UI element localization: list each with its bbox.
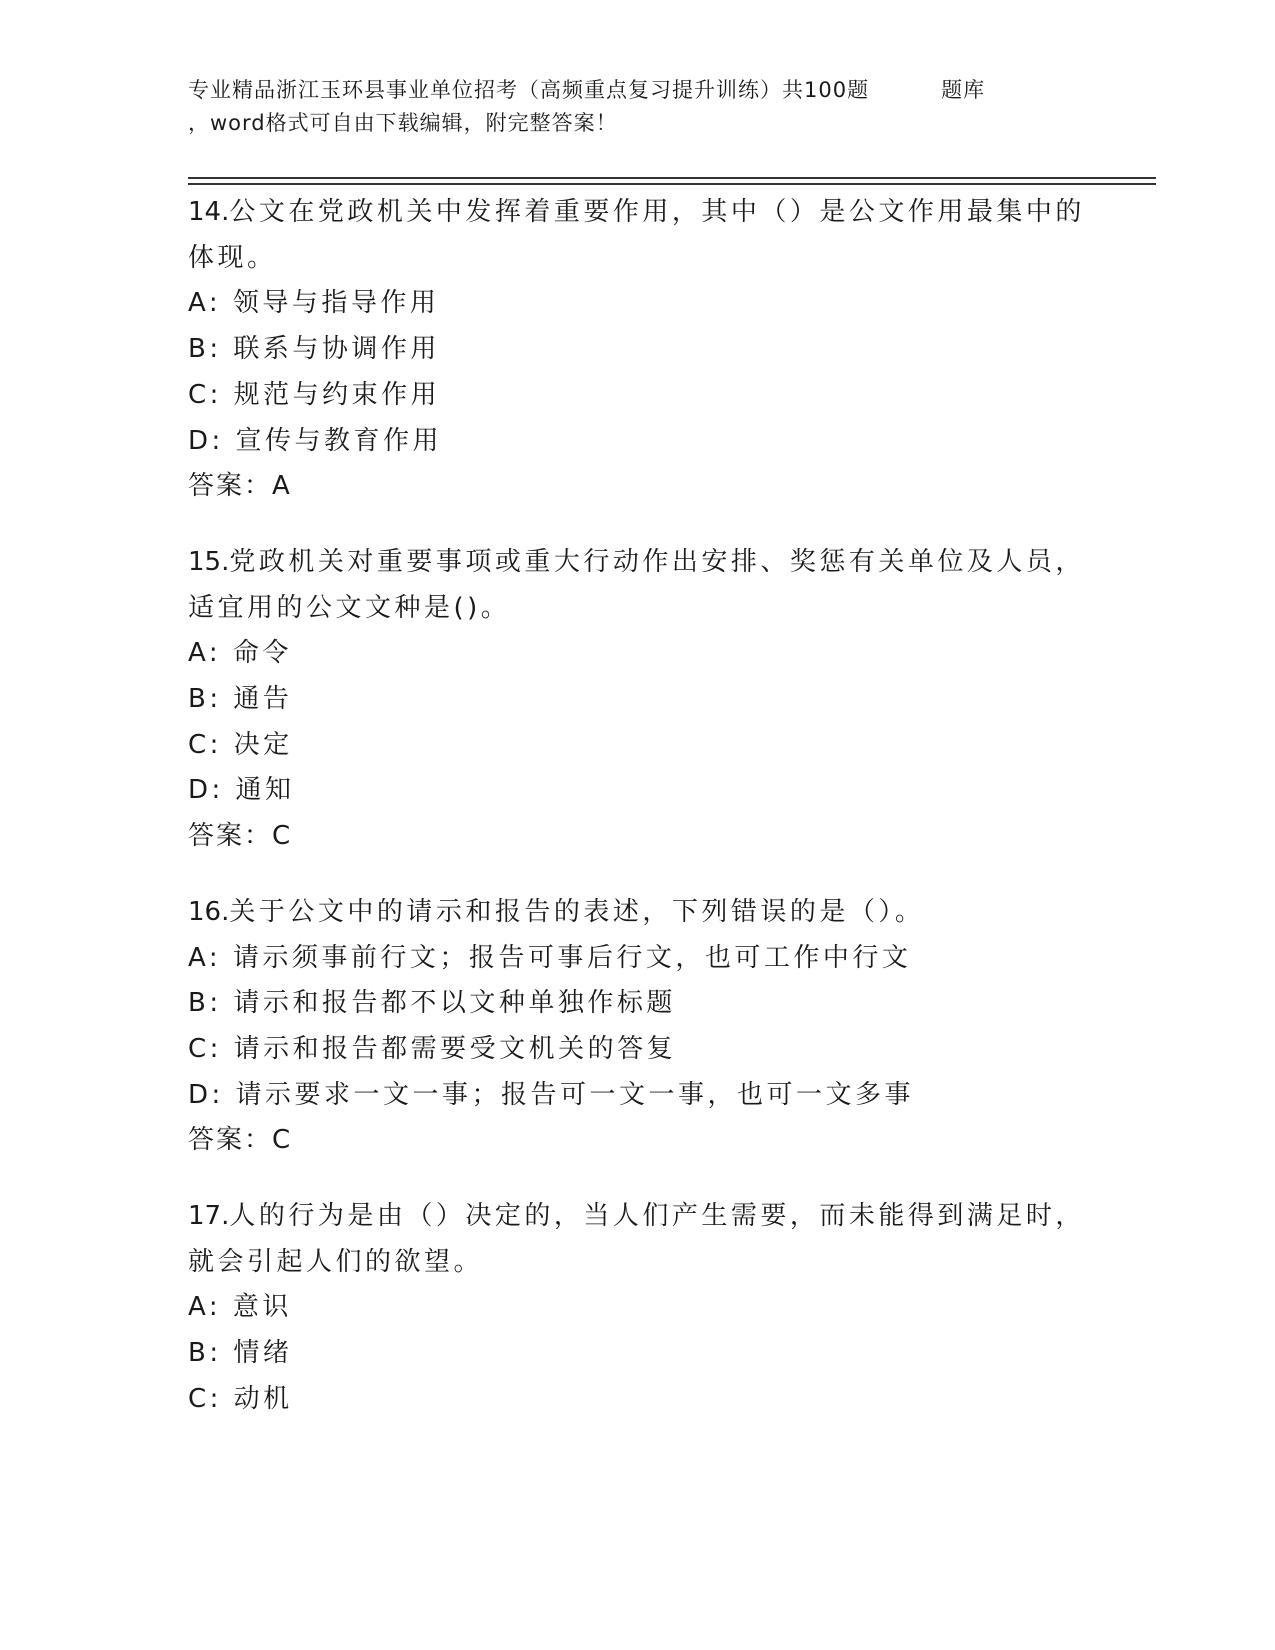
question-list — [188, 190, 1088, 1453]
answer: 答案：C — [188, 821, 293, 852]
option-b: B: 请示和报告都不以文种单独作标题 — [188, 988, 676, 1019]
question-stem-text: 公文在党政机关中发挥着重要作用，其中（）是公文作用最集中的 — [229, 197, 1085, 227]
option-c: C: 决定 — [188, 729, 293, 760]
question-stem-line — [188, 540, 1088, 586]
question-stem-line — [188, 890, 1088, 936]
question-16 — [188, 890, 1088, 1164]
option-c: C: 规范与约束作用 — [188, 379, 441, 410]
question-stem-line — [188, 1194, 1088, 1240]
header-title: 专业精品浙江玉环县事业单位招考（高频重点复习提升训练）共100题 — [188, 78, 870, 102]
option-b: B: 联系与协调作用 — [188, 334, 440, 365]
header-subtitle: ，word格式可自由下载编辑，附完整答案！ — [188, 111, 618, 135]
option-a: A: 命令 — [188, 638, 292, 669]
question-number: 17. — [188, 1201, 230, 1232]
option-d: D: 请示要求一文一事；报告可一文一事，也可一文多事 — [188, 1079, 915, 1110]
question-stem-line: 适宜用的公文文种是()。 — [188, 592, 511, 623]
header-title-line — [188, 74, 1088, 107]
option-d: D: 通知 — [188, 775, 295, 806]
question-stem-text: 党政机关对重要事项或重大行动作出安排、奖惩有关单位及人员， — [229, 546, 1085, 577]
question-number: 15. — [188, 546, 230, 577]
question-17 — [188, 1194, 1088, 1423]
question-number: 14. — [188, 197, 230, 227]
header-rule-top — [188, 177, 1156, 179]
question-stem-line: 体现。 — [188, 242, 277, 273]
option-b: B: 通告 — [188, 684, 293, 715]
answer: 答案：A — [188, 471, 292, 502]
option-a: A: 请示须事前行文；报告可事后行文，也可工作中行文 — [188, 942, 912, 973]
option-c: C: 请示和报告都需要受文机关的答复 — [188, 1033, 677, 1064]
question-number: 16. — [188, 896, 230, 927]
header-tag: 题库 — [941, 78, 986, 102]
question-14 — [188, 190, 1088, 510]
question-stem-text: 关于公文中的请示和报告的表述，下列错误的是（）。 — [229, 896, 925, 927]
question-15 — [188, 540, 1088, 860]
question-stem-line — [188, 190, 1088, 236]
option-b: B: 情绪 — [188, 1338, 293, 1369]
option-c: C: 动机 — [188, 1383, 293, 1414]
option-a: A: 意识 — [188, 1292, 292, 1323]
page-header — [188, 74, 1088, 140]
question-stem-text: 人的行为是由（）决定的，当人们产生需要，而未能得到满足时， — [229, 1201, 1085, 1232]
option-a: A: 领导与指导作用 — [188, 288, 440, 319]
question-stem-line: 就会引起人们的欲望。 — [188, 1246, 484, 1277]
answer: 答案：C — [188, 1125, 293, 1156]
header-rule-bottom — [188, 183, 1156, 185]
option-d: D: 宣传与教育作用 — [188, 425, 443, 456]
